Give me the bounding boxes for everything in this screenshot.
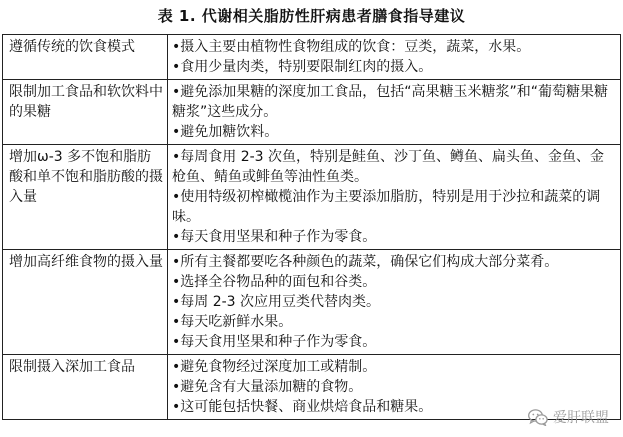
table-row <box>3 35 621 80</box>
list-item: •每周食用 2-3 次鱼，特别是鲑鱼、沙丁鱼、鳟鱼、扁头鱼、金鱼、金枪鱼、鲭鱼或鲱鱼等油性鱼类。 <box>172 149 605 185</box>
list-item: •每天吃新鲜水果。 <box>172 314 293 330</box>
list-item: •选择全谷物品种的面包和谷类。 <box>172 274 377 290</box>
row-category: 增加ω-3 多不饱和脂肪酸和单不饱和脂肪酸的摄入量 <box>3 145 168 250</box>
list-item: •避免加糖饮料。 <box>172 124 279 140</box>
list-item: •避免食物经过深度加工或精制。 <box>172 359 377 375</box>
table-title: 表 1. 代谢相关脂肪性肝病患者膳食指导建议 <box>157 7 466 25</box>
list-item: •每天食用坚果和种子作为零食。 <box>172 334 377 350</box>
row-items <box>168 250 621 355</box>
list-item: •避免添加果糖的深度加工食品，包括“高果糖玉米糖浆”和“葡萄糖果糖糖浆”这些成分。 <box>172 84 609 120</box>
list-item: •每周 2-3 次应用豆类代替肉类。 <box>172 294 381 310</box>
list-item: •每天食用坚果和种子作为零食。 <box>172 229 377 245</box>
table-row <box>3 145 621 250</box>
row-items <box>168 35 621 80</box>
watermark <box>528 407 609 427</box>
wechat-icon <box>528 409 548 426</box>
row-category: 增加高纤维食物的摄入量 <box>3 250 168 355</box>
diet-guidance-table <box>2 34 621 420</box>
row-items <box>168 80 621 145</box>
list-item: •使用特级初榨橄榄油作为主要添加脂肪，特别是用于沙拉和蔬菜的调味。 <box>172 189 601 225</box>
list-item: •这可能包括快餐、商业烘焙食品和糖果。 <box>172 399 433 415</box>
watermark-text: 爱肝联盟 <box>553 410 609 426</box>
list-item: •摄入主要由植物性食物组成的饮食：豆类，蔬菜，水果。 <box>172 39 531 55</box>
list-item: •避免含有大量添加糖的食物。 <box>172 379 363 395</box>
row-category: 限制摄入深加工食品 <box>3 355 168 420</box>
list-item: •所有主餐都要吃各种颜色的蔬菜，确保它们构成大部分菜肴。 <box>172 254 559 270</box>
row-category: 限制加工食品和软饮料中的果糖 <box>3 80 168 145</box>
row-category: 遵循传统的饮食模式 <box>3 35 168 80</box>
table-row <box>3 80 621 145</box>
row-items <box>168 145 621 250</box>
table-row <box>3 250 621 355</box>
list-item: •食用少量肉类，特别要限制红肉的摄入。 <box>172 59 433 75</box>
